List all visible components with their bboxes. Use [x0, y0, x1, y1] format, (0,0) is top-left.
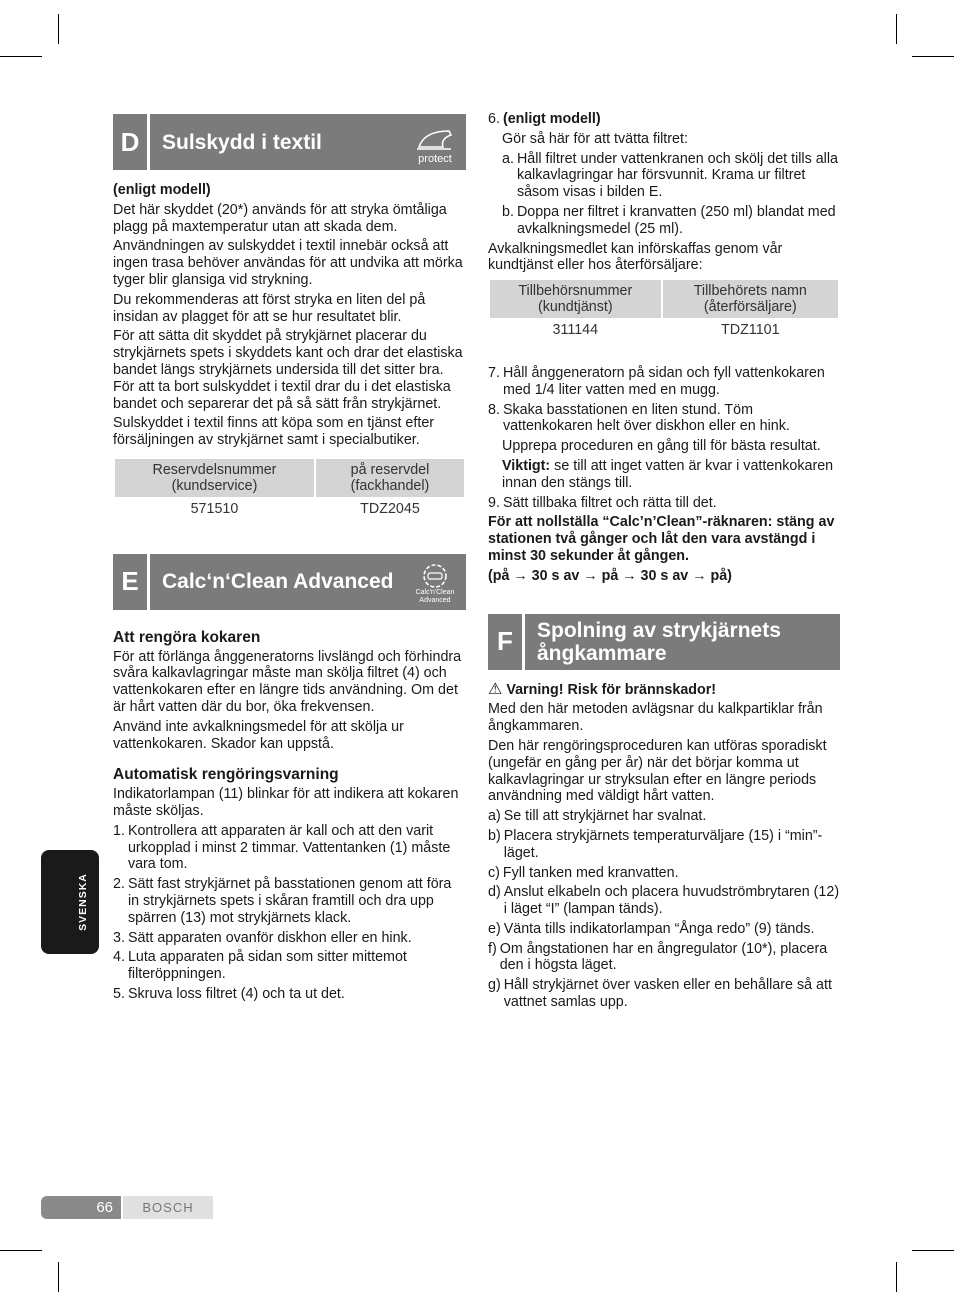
paragraph: Använd inte avkalkningsmedel för att skölja ur vattenkokaren. Skador kan uppstå.: [113, 718, 404, 752]
calc-clean-icon: [408, 559, 462, 605]
iron-protect-icon: [408, 119, 462, 165]
crop-mark: [912, 56, 954, 57]
warning: ⚠ Varning! Risk för brännskador!: [488, 680, 717, 698]
list-item: 4. Luta apparaten på sidan som sitter mittemot filteröppningen.: [113, 949, 407, 983]
language-tab: [41, 850, 99, 954]
paragraph: För att sätta dit skyddet på strykjärnet placerar du strykjärnets spets i skyddets kant och drar det elastiska bandet längs strykjärnets undersida till det sitter bra. För att ta bort sulskyddet i textil drar du i det elastiska bandet och separerar det på så sätt från strykjärnet.: [113, 328, 463, 412]
right-column: [488, 111, 840, 1014]
accessory-table: [488, 280, 840, 343]
brand-label: BOSCH: [123, 1196, 213, 1219]
paragraph: Avkalkningsmedlet kan införskaffas genom vår kundtjänst eller hos återförsäljare:: [488, 240, 783, 274]
list-item: c) Fyll tanken med kranvatten.: [488, 864, 679, 881]
section-f-header: [488, 614, 840, 670]
table-header: Tillbehörsnummer (kundtjänst): [490, 280, 661, 318]
crop-mark: [912, 1250, 954, 1251]
paragraph: Användningen av sulskyddet i textil innebär också att ingen trasa behöver användas för att undvika att mörka tyger blir glansiga vid strykning.: [113, 238, 463, 288]
crop-mark: [896, 14, 897, 44]
left-column: [113, 114, 466, 1006]
paragraph: Med den här metoden avlägsnar du kalkpartiklar från ångkammaren.: [488, 701, 823, 735]
warning-icon: ⚠: [488, 680, 503, 698]
table-header: Tillbehörets namn (återförsäljare): [663, 280, 838, 318]
list-item: g) Håll strykjärnet över vasken eller en behållare så att vattnet samlas upp.: [488, 977, 832, 1011]
page-footer: [41, 1196, 213, 1219]
list-item: f) Om ångstationen har en ångregulator (10*), placera den i högsta läget.: [488, 940, 828, 974]
paragraph: För att förlänga ånggeneratorns livslängd och förhindra svåra kalkavlagringar måste man skölja filtret (4) och vattenkokaren efter en längre tids användning. Om det är hårt vatten där du bor, öka frekvensen.: [113, 648, 462, 715]
list-item: e) Vänta tills indikatorlampan “Ånga redo” (9) tänds.: [488, 920, 815, 937]
crop-mark: [0, 1250, 42, 1251]
spare-part-table: [113, 459, 466, 522]
section-d-header: [113, 114, 466, 170]
crop-mark: [896, 1262, 897, 1292]
important-note: Viktigt: se till att inget vatten är kvar i vattenkokaren innan den stängs till.: [502, 457, 834, 491]
icon-label: Calc'n'Clean Advanced: [415, 588, 455, 604]
language-label: SVENSKA: [77, 873, 90, 931]
section-letter: E: [113, 554, 150, 610]
table-cell: TDZ2045: [360, 500, 420, 517]
paragraph: Upprepa proceduren en gång till för bästa resultat.: [502, 438, 821, 455]
section-letter: F: [488, 614, 525, 670]
table-cell: 311144: [552, 322, 599, 339]
section-title: Sulskydd i textil: [162, 130, 322, 154]
paragraph: Sulskyddet i textil finns att köpa som en tjänst efter försäljningen av strykjärnet samt i specialbutiker.: [113, 415, 435, 449]
list-item: a) Se till att strykjärnet har svalnat.: [488, 808, 707, 825]
list-item: b. Doppa ner filtret i kranvatten (250 ml) blandat med avkalkningsmedel (25 ml).: [502, 203, 836, 237]
subheading: Automatisk rengöringsvarning: [113, 766, 339, 784]
paragraph: Det här skyddet (20*) används för att stryka ömtåliga plagg på maxtemperatur utan att skada dem.: [113, 201, 447, 235]
subheading: Att rengöra kokaren: [113, 628, 261, 646]
list-item: 3. Sätt apparaten ovanför diskhon eller en hink.: [113, 929, 412, 946]
model-note: (enligt modell): [113, 182, 211, 198]
table-cell: TDZ1101: [721, 322, 780, 339]
list-item: 2. Sätt fast strykjärnet på basstationen genom att föra in strykjärnets spets i skåran framtill och dra upp spärren (13) mot strykjärnets klack.: [113, 876, 452, 926]
crop-mark: [0, 56, 42, 57]
list-item: 5. Skruva loss filtret (4) och ta ut det.: [113, 985, 345, 1002]
section-title: Spolning av strykjärnets ångkammare: [537, 618, 781, 665]
list-item: 6. (enligt modell): [488, 111, 601, 127]
table-header: Reservdelsnummer (kundservice): [115, 459, 314, 497]
list-item: 9. Sätt tillbaka filtret och rätta till det.: [488, 494, 717, 511]
paragraph: Gör så här för att tvätta filtret:: [502, 130, 688, 147]
section-letter: D: [113, 114, 150, 170]
list-item: b) Placera strykjärnets temperaturväljare (15) i “min”-läget.: [488, 827, 823, 861]
table-header: på reservdel (fackhandel): [316, 459, 464, 497]
paragraph: Du rekommenderas att först stryka en liten del på insidan av plagget för att se hur resultatet blir.: [113, 291, 426, 325]
section-e-header: [113, 554, 466, 610]
list-item: 1. Kontrollera att apparaten är kall och att den varit urkopplad i minst 2 timmar. Vattentanken (1) måste vara tom.: [113, 822, 451, 873]
crop-mark: [58, 14, 59, 44]
reset-instruction: För att nollställa “Calc’n’Clean”-räknaren: stäng av stationen två gånger och låt den vara avstängd i minst 30 sekunder åt gången.: [488, 514, 835, 564]
paragraph: Indikatorlampan (11) blinkar för att indikera att kokaren måste sköljas.: [113, 786, 459, 819]
reset-sequence: (på → 30 s av → på → 30 s av → på): [488, 567, 732, 584]
crop-mark: [58, 1262, 59, 1292]
list-item: 8. Skaka basstationen en liten stund. Töm vattenkokaren helt över diskhon eller en hink.: [488, 401, 790, 435]
page-number: 66: [41, 1196, 121, 1219]
paragraph: Den här rengöringsproceduren kan utföras sporadiskt (ungefär en gång per år) när det börjar komma ut kalkavlagringar ur stryksulan efter en längre periods användning med väldigt hårt vatten.: [488, 737, 827, 805]
icon-label: protect: [418, 153, 452, 165]
list-item: a. Håll filtret under vattenkranen och skölj det tills alla kalkavlagringar har försvunnit. Krama ur filtret såsom visas i bilden E.: [502, 150, 838, 201]
list-item: 7. Håll ånggeneratorn på sidan och fyll vattenkokaren med 1/4 liter vatten med en mugg.: [488, 364, 825, 398]
list-item: d) Anslut elkabeln och placera huvudströmbrytaren (12) i läget “I” (lampan tänds).: [488, 884, 840, 918]
section-title: Calc‘n‘Clean Advanced: [162, 570, 394, 594]
table-cell: 571510: [190, 500, 239, 517]
